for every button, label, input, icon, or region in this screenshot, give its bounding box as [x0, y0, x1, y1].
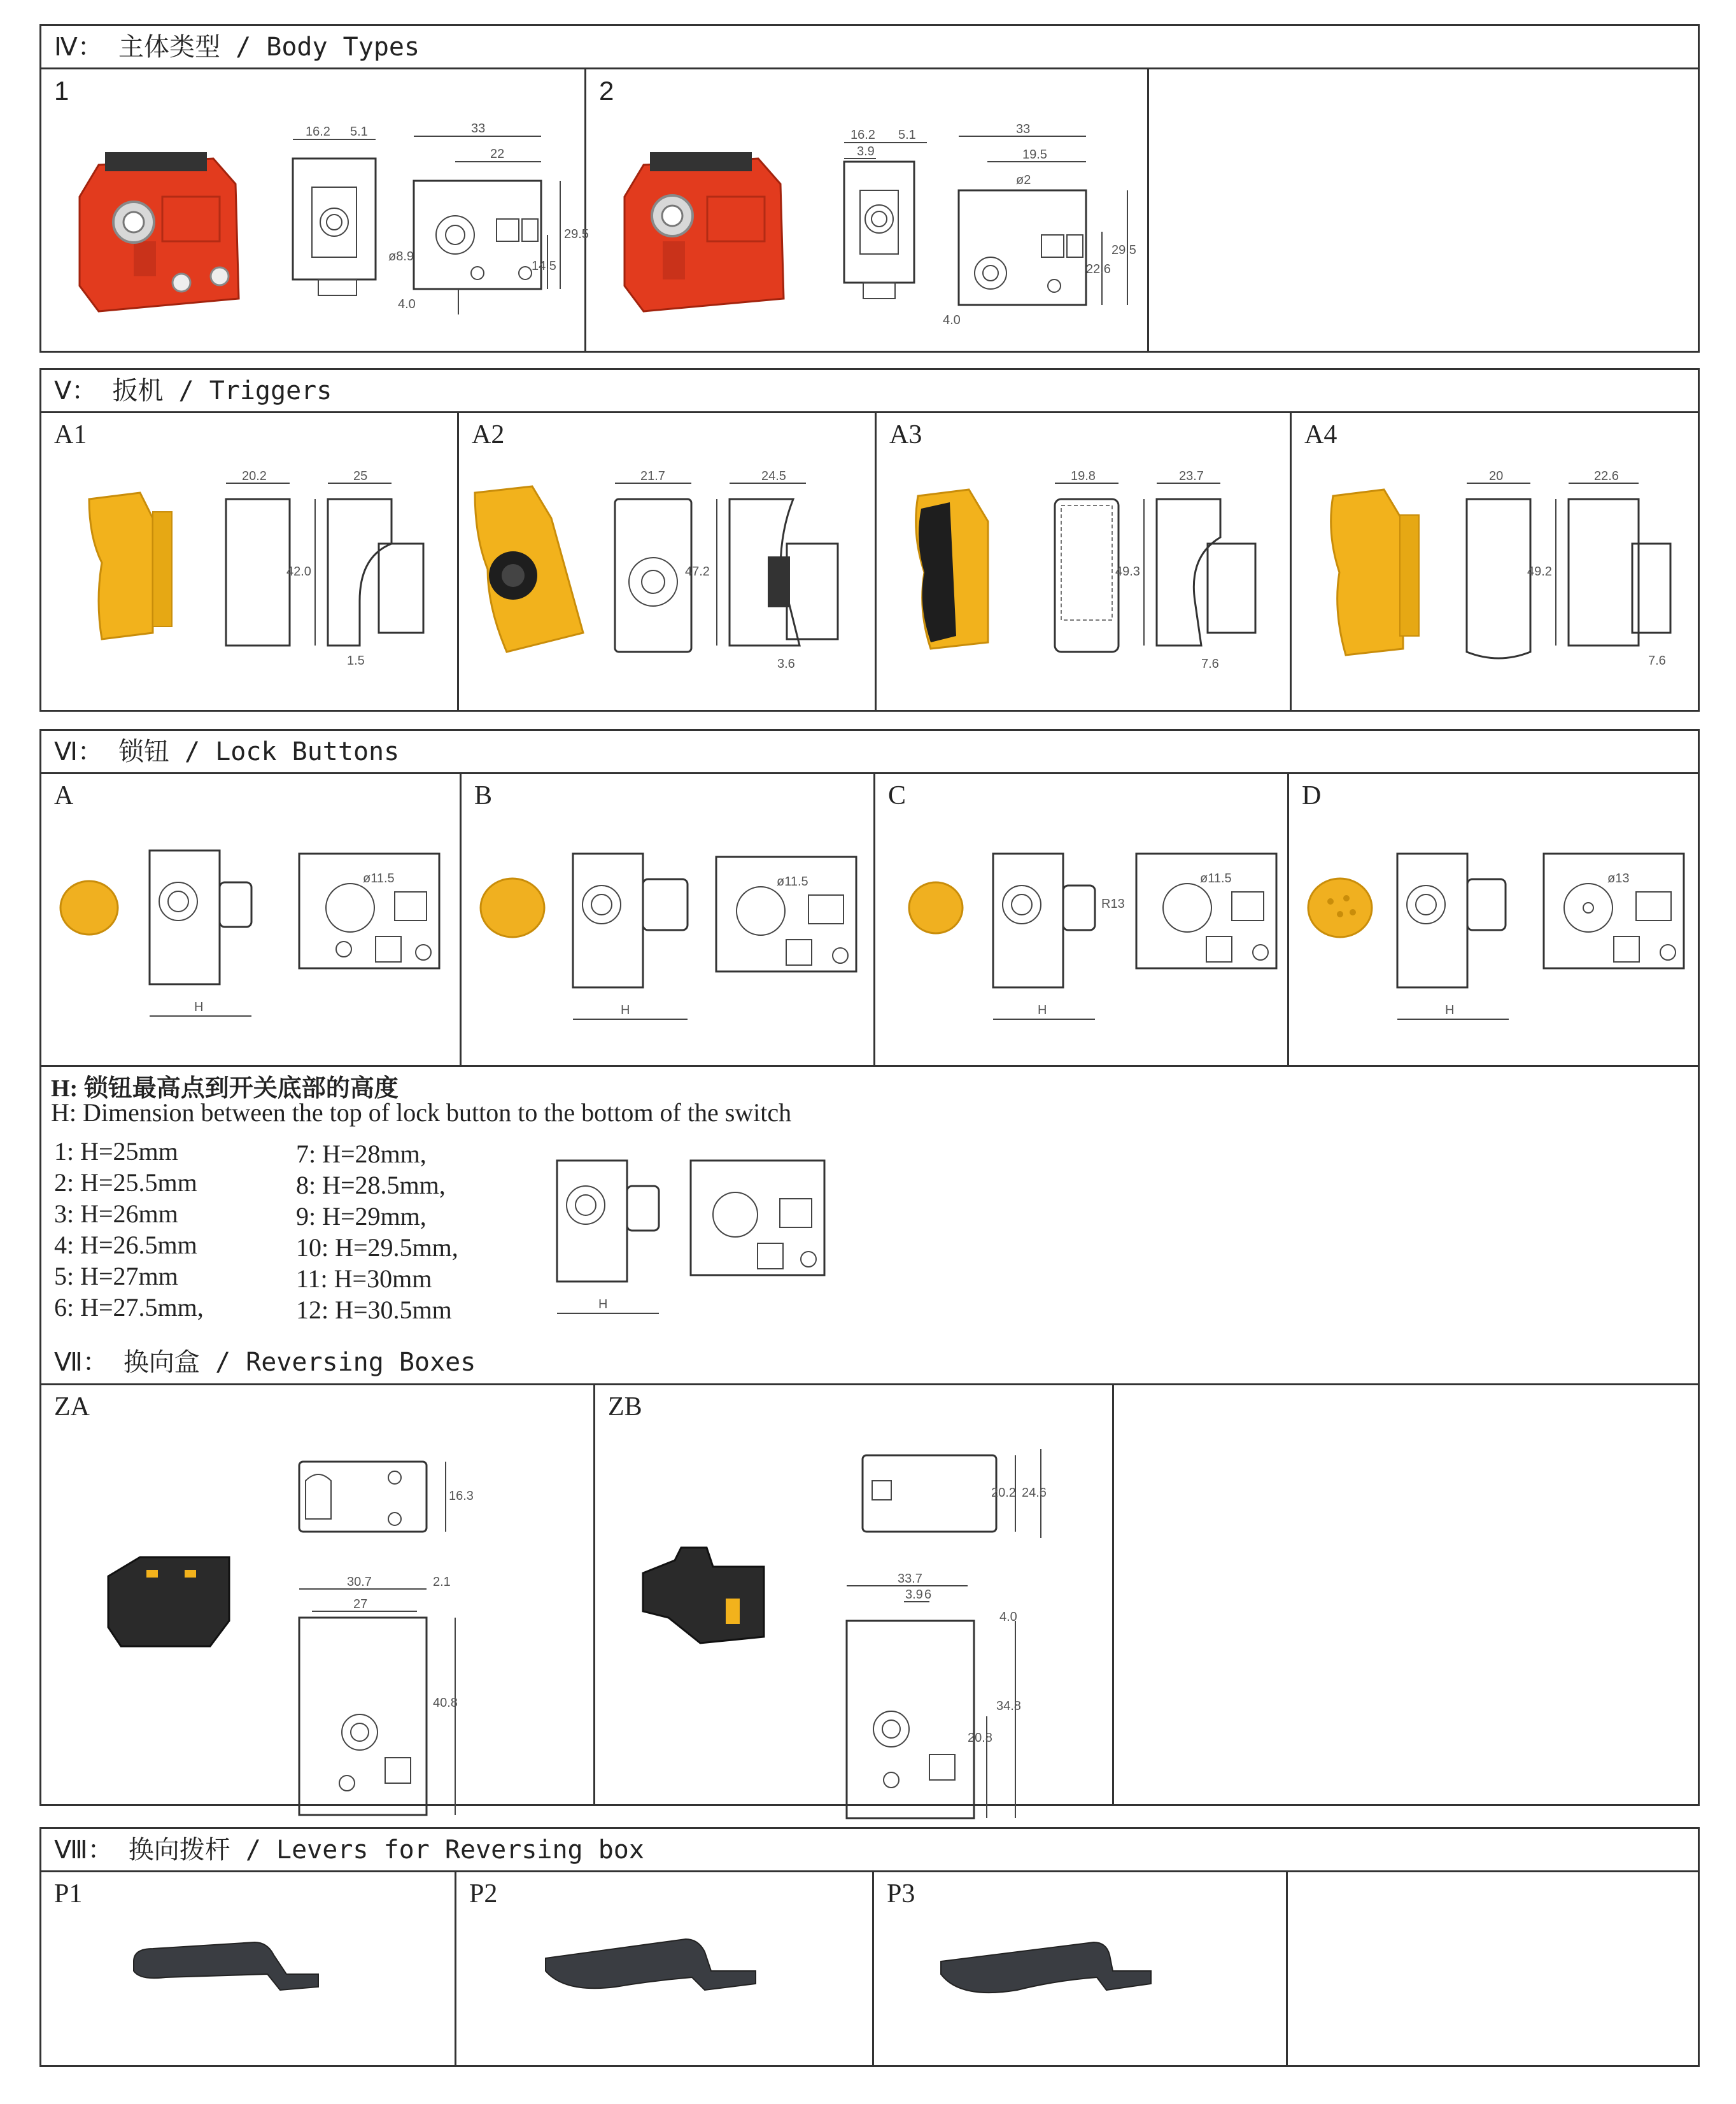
trigger-a1-face-drawing [216, 469, 299, 652]
body-type-2-render [605, 139, 796, 318]
dim-label: 20.2 [242, 469, 267, 483]
section-title: Ⅴ： 扳机 / Triggers [41, 370, 1698, 413]
dim-label: 6 [924, 1588, 932, 1602]
trigger-cell [41, 413, 459, 710]
h-note-cn: H: 锁钮最高点到开关底部的高度 [51, 1075, 399, 1102]
trigger-a2-side-drawing [685, 469, 857, 677]
dim-label: 40.8 [433, 1696, 458, 1710]
dim-label: ø13 [1607, 872, 1630, 886]
h-label: H [621, 1003, 630, 1017]
item-label: A4 [1304, 420, 1337, 449]
reversing-box-za-front-drawing [290, 1575, 493, 1834]
body-type-1-side-drawing [280, 127, 395, 318]
dim-label: 33 [471, 122, 486, 136]
h-label: H [1038, 1003, 1047, 1017]
size-item: 3: H=26mm [54, 1199, 178, 1228]
dim-label: 33.7 [898, 1572, 922, 1586]
size-item: 1: H=25mm [54, 1137, 178, 1166]
body-type-2-front-drawing [940, 122, 1143, 343]
empty-cell [1114, 1385, 1698, 1804]
lever-p2-render [539, 1933, 768, 2016]
dim-label: 30.7 [347, 1575, 372, 1589]
lever-cell [41, 1872, 456, 2065]
body-type-1-front-drawing [388, 122, 589, 334]
dim-label: 23.7 [1179, 469, 1204, 483]
lever-p3-render [935, 1936, 1164, 2019]
lever-cell [874, 1872, 1288, 2065]
dim-label: 4.0 [398, 297, 416, 311]
dim-label: ø8.9 [388, 250, 414, 264]
lock-button-a-render [57, 876, 121, 940]
lock-button-d-render [1305, 873, 1375, 943]
item-label: A3 [889, 420, 922, 449]
h-reference-side-drawing [551, 1154, 678, 1326]
reversing-box-cell [595, 1385, 1114, 1804]
reversing-box-zb-front-drawing [834, 1572, 1050, 1844]
body-type-cell [586, 69, 1149, 351]
lever-cell [456, 1872, 874, 2065]
dim-label: 3.6 [777, 657, 795, 671]
reversing-box-za-render [102, 1551, 248, 1659]
lock-button-cell [462, 774, 875, 1067]
size-item: 7: H=28mm, [296, 1140, 427, 1168]
body-type-cell [41, 69, 589, 351]
lock-button-cell [41, 774, 462, 1067]
trigger-a2-render [469, 480, 596, 658]
dim-label: 7.6 [1201, 657, 1219, 671]
item-label: ZA [54, 1392, 90, 1422]
dim-label: ø11.5 [777, 875, 808, 889]
empty-cell [1288, 1872, 1698, 2065]
dim-label: 20 [1489, 469, 1504, 483]
item-label: C [888, 781, 907, 810]
reversing-boxes-title: Ⅶ： 换向盒 / Reversing Boxes [54, 1348, 476, 1377]
size-item: 5: H=27mm [54, 1262, 178, 1290]
trigger-cell [459, 413, 877, 710]
item-label: A [54, 781, 74, 810]
dim-label: 3.9 [857, 145, 875, 159]
h-reference-front-drawing [684, 1154, 837, 1301]
dim-label: 22.6 [1086, 262, 1111, 276]
trigger-a1-render [83, 486, 191, 652]
trigger-cell [1292, 413, 1698, 710]
size-item: 8: H=28.5mm, [296, 1171, 446, 1199]
item-label: 2 [599, 76, 614, 106]
dim-label: 7.6 [1648, 654, 1666, 668]
item-label: P2 [469, 1879, 498, 1909]
item-label: B [474, 781, 493, 810]
dim-label: 27 [353, 1597, 368, 1611]
dim-label: ø2 [1016, 173, 1031, 187]
reversing-box-za-top-drawing [293, 1449, 484, 1570]
size-list-right [296, 1138, 458, 1325]
dim-label: R13 [1101, 897, 1125, 911]
lever-p1-render [127, 1936, 331, 2012]
item-label: A1 [54, 420, 87, 449]
lock-button-c-front-drawing [1101, 847, 1283, 994]
lock-button-a-front-drawing [293, 847, 446, 994]
body-type-2-side-drawing [831, 130, 946, 321]
reversing-box-zb-top-drawing [850, 1436, 1066, 1557]
dim-label: 29.5 [564, 227, 589, 241]
h-label: H [1445, 1003, 1455, 1017]
lock-button-c-render [904, 876, 968, 940]
dim-label: ø11.5 [363, 872, 395, 886]
section-title: Ⅵ： 锁钮 / Lock Buttons [41, 731, 1698, 774]
item-label: P1 [54, 1879, 83, 1909]
dim-label: 5.1 [898, 128, 916, 142]
dim-label: 5.1 [350, 125, 368, 139]
section-title: Ⅷ： 换向拨杆 / Levers for Reversing box [41, 1829, 1698, 1872]
size-item: 11: H=30mm [296, 1264, 432, 1293]
section-body-types [39, 24, 1700, 353]
dim-label: 2.1 [433, 1575, 451, 1589]
section-title: Ⅳ： 主体类型 / Body Types [41, 26, 1698, 69]
h-label: H [598, 1297, 608, 1311]
dim-label: 33 [1016, 122, 1031, 136]
reversing-box-zb-render [630, 1541, 777, 1656]
trigger-a4-render [1320, 483, 1429, 668]
size-item: 2: H=25.5mm [54, 1168, 197, 1197]
trigger-a1-side-drawing [286, 469, 449, 677]
size-item: 4: H=26.5mm [54, 1231, 197, 1259]
dim-label: 3.9 [905, 1588, 923, 1602]
size-item: 6: H=27.5mm, [54, 1293, 204, 1322]
dim-label: 24.5 [761, 469, 786, 483]
h-label: H [194, 1000, 204, 1014]
dim-label: 20.8 [968, 1731, 992, 1745]
dim-label: 49.2 [1527, 565, 1552, 579]
trigger-a3-side-drawing [1115, 469, 1278, 684]
lock-button-b-render [477, 873, 547, 943]
dim-label: 34.8 [996, 1699, 1021, 1713]
trigger-cell [877, 413, 1292, 710]
lock-button-cell [1289, 774, 1698, 1067]
dim-label: 16.2 [850, 128, 875, 142]
dim-label: 19.5 [1022, 148, 1047, 162]
dim-label: 22 [490, 147, 505, 161]
size-item: 9: H=29mm, [296, 1202, 427, 1231]
dim-label: 22.6 [1594, 469, 1619, 483]
size-item: 12: H=30.5mm [296, 1296, 452, 1324]
dim-label: 16.2 [306, 125, 330, 139]
lock-button-d-side-drawing [1391, 847, 1518, 1032]
dim-label: 20.2 [991, 1486, 1016, 1500]
h-note-en: H: Dimension between the top of lock button to the bottom of the switch [51, 1098, 792, 1127]
lock-button-d-front-drawing [1537, 847, 1690, 994]
trigger-a3-render [905, 483, 1013, 661]
size-list-left [54, 1136, 204, 1323]
dim-label: 42.0 [286, 565, 311, 579]
dim-label: 29.5 [1111, 243, 1136, 257]
section-triggers [39, 368, 1700, 712]
dim-label: 25 [353, 469, 368, 483]
dim-label: 19.8 [1071, 469, 1096, 483]
dim-label: 49.3 [1115, 565, 1140, 579]
item-label: 1 [54, 76, 69, 106]
dim-label: 14.5 [532, 259, 556, 273]
dim-label: 4.0 [999, 1610, 1017, 1624]
dim-label: 24.6 [1022, 1486, 1047, 1500]
section-lock-buttons [39, 729, 1700, 1806]
lock-button-cell [875, 774, 1289, 1067]
item-label: P3 [887, 1879, 915, 1909]
item-label: D [1302, 781, 1322, 810]
dim-label: 21.7 [640, 469, 665, 483]
lock-button-c-side-drawing [987, 847, 1114, 1032]
lock-button-b-side-drawing [567, 847, 694, 1032]
dim-label: 16.3 [449, 1489, 474, 1503]
empty-cell [1149, 69, 1698, 351]
section-levers [39, 1827, 1700, 2067]
item-label: A2 [472, 420, 505, 449]
dim-label: ø11.5 [1200, 872, 1232, 886]
dim-label: 4.0 [943, 313, 961, 327]
lock-button-b-front-drawing [710, 851, 863, 997]
dim-label: 47.2 [685, 565, 710, 579]
reversing-box-cell [41, 1385, 595, 1804]
dim-label: 1.5 [347, 654, 365, 668]
lock-button-a-side-drawing [143, 844, 271, 1029]
body-type-1-render [60, 139, 251, 318]
size-item: 10: H=29.5mm, [296, 1233, 458, 1262]
trigger-a4-side-drawing [1527, 469, 1690, 684]
item-label: ZB [608, 1392, 642, 1422]
